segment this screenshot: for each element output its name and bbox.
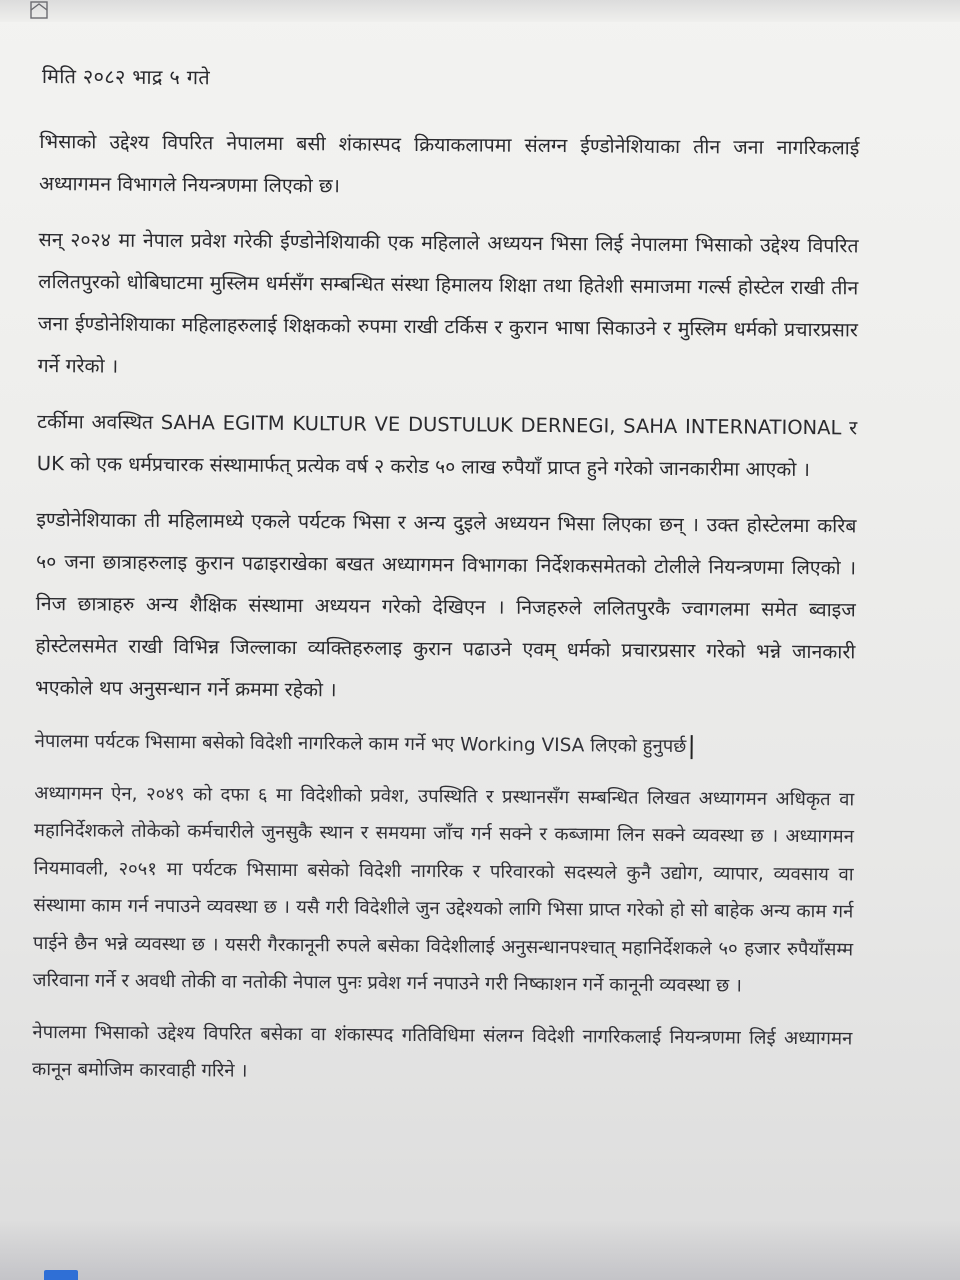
- paragraph-6: अध्यागमन ऐन, २०४९ को दफा ६ मा विदेशीको प्रवेश, उपस्थिति र प्रस्थानसँग सम्बन्धित लिखत अध्यागमन अधिकृत वा महानिर्देशकले तोकेको कर्मचारीले जुनसुकै स्थान र समयमा जाँच गर्न सक्ने र कब्जामा लिन सक्ने व्यवस्था छ । अध्यागमन नियमावली, २०५१ मा पर्यटक भिसामा बसेको विदेशी नागरिक र परिवारको सदस्यले कुनै उद्योग, व्यापार, व्यवसाय वा संस्थामा काम गर्न नपाउने व्यवस्था छ । यसै गरी विदेशीले जुन उद्देश्यको लागि भिसा प्राप्त गरेको हो सो बाहेक अन्य काम गर्न पाईने छैन भन्ने व्यवस्था छ । यसरी गैरकानूनी रुपले बसेका विदेशीलाई अनुसन्धानपश्चात् महानिर्देशकले ५० हजार रुपैयाँसम्म जरिवाना गर्ने र अवधी तोकी वा नतोकी नेपाल पुनः प्रवेश गर्न नपाउने गरी निष्काशन गर्ने कानूनी व्यवस्था छ ।: [32, 782, 855, 997]
- start-menu-icon[interactable]: [44, 1270, 78, 1280]
- paragraph-4: इण्डोनेशियाका ती महिलामध्ये एकले पर्यटक भिसा र अन्य दुइले अध्ययन भिसा लिएका छन् । उक्त होस्टेलमा करिब ५० जना छात्राहरुलाइ कुरान पढाइराखेका बखत अध्यागमन विभागका निर्देशकसमेतको टोलीले नियन्त्रणमा लिएको । निज छात्राहरु अन्य शैक्षिक संस्थामा अध्ययन गरेको देखिएन । निजहरुले ललितपुरकै ज्वागलमा समेत ब्वाइज होस्टेलसमेत राखी विभिन्न जिल्लाका व्यक्तिहरुलाइ कुरान पढाउने एवम् धर्मको प्रचारप्रसार गरेको भन्ने जानकारी भएकोले थप अनुसन्धान गर्ने क्रममा रहेको ।: [34, 507, 857, 702]
- paragraph-1: भिसाको उद्देश्य विपरित नेपालमा बसी शंकास्पद क्रियाकलापमा संलग्न ईण्डोनेशियाका तीन जना नागरिकलाई अध्यागमन विभागले नियन्त्रणमा लिएको छ।: [38, 129, 860, 198]
- paragraph-5-text: नेपालमा पर्यटक भिसामा बसेको विदेशी नागरिकले काम गर्ने भए Working VISA लिएको हुनुपर्छ: [34, 730, 687, 758]
- window-top-strip: [0, 0, 960, 22]
- paragraph-3: टर्कीमा अवस्थित SAHA EGITM KULTUR VE DUSTULUK DERNEGI, SAHA INTERNATIONAL र UK को एक धर्मप्रचारक संस्थामार्फत् प्रत्येक वर्ष २ करोड ५० लाख रुपैयाँ प्राप्त हुने गरेको जानकारीमा आएको ।: [36, 409, 858, 482]
- paragraph-7: नेपालमा भिसाको उद्देश्य विपरित बसेका वा शंकास्पद गतिविधिमा संलग्न विदेशी नागरिकलाई नियन्त्रणमा लिई अध्यागमन कानून बमोजिम कारवाही गरिने ।: [32, 1021, 853, 1082]
- document-body[interactable]: [32, 62, 860, 1109]
- text-cursor: [690, 735, 692, 759]
- document-tab-icon[interactable]: [28, 0, 50, 20]
- screen-bottom-shadow: [0, 1220, 960, 1280]
- paragraph-5: [35, 723, 855, 767]
- paragraph-2: सन् २०२४ मा नेपाल प्रवेश गरेकी ईण्डोनेशियाकी एक महिलाले अध्ययन भिसा लिई नेपालमा भिसाको उद्देश्य विपरित ललितपुरको धोबिघाटमा मुस्लिम धर्मसँग सम्बन्धित संस्था हिमालय शिक्षा तथा हितेशी समाजमा गर्ल्स होस्टेल राखी तीन जना ईण्डोनेशियाका महिलाहरुलाई शिक्षकको रुपमा राखी टर्किस र कुरान भाषा सिकाउने र मुस्लिम धर्मको प्रचारप्रसार गर्ने गरेको ।: [37, 227, 859, 378]
- date-line: मिति २०८२ भाद्र ५ गते: [41, 64, 211, 90]
